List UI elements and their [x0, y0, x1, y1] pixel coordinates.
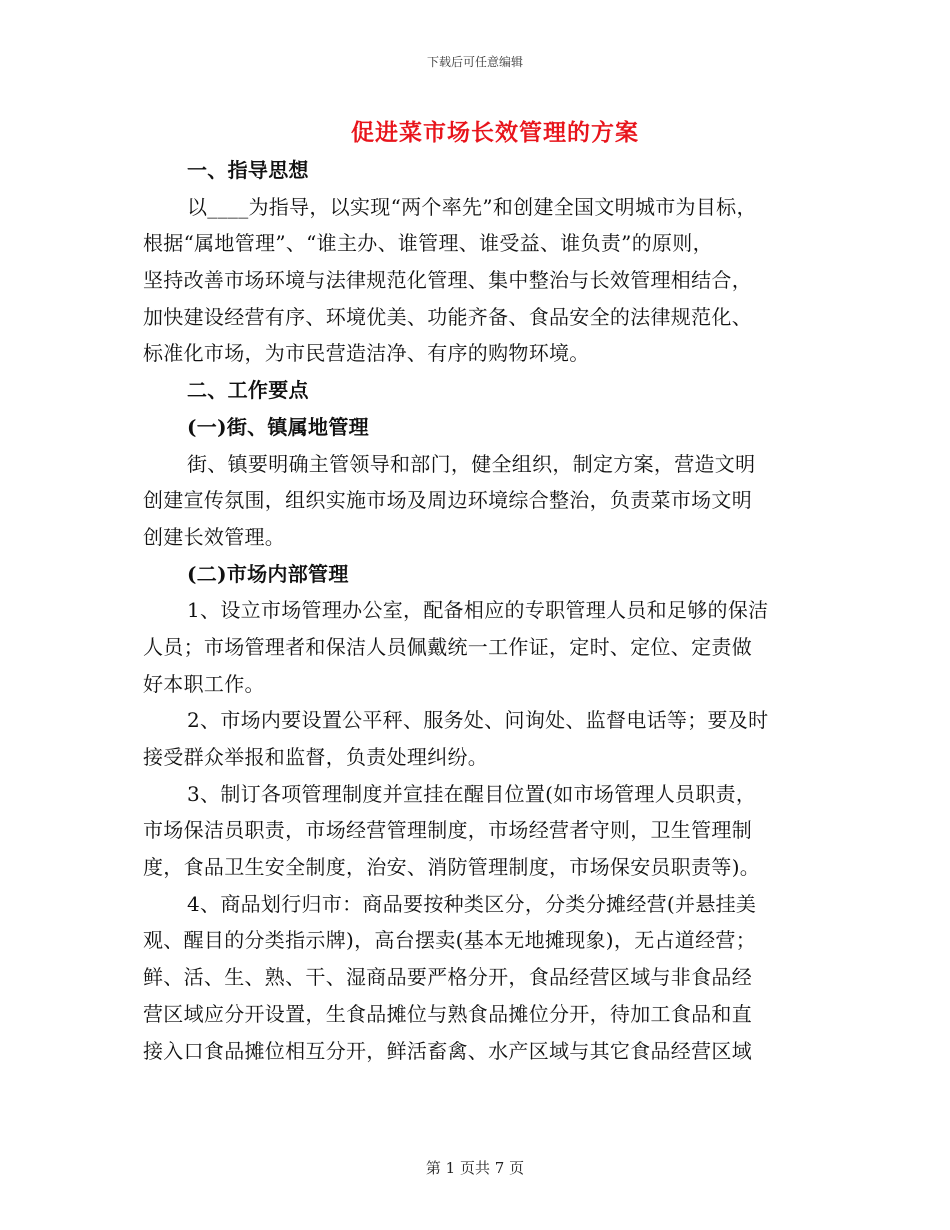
paragraph-line: 根据“属地管理”、“谁主办、谁管理、谁受益、谁负责”的原则， — [143, 231, 713, 256]
paragraph-line: 人员；市场管理者和保洁人员佩戴统一工作证，定时、定位、定责做 — [143, 634, 752, 659]
subsection-heading-internal-management: (二)市场内部管理 — [187, 561, 349, 586]
paragraph-line: 以____为指导，以实现“两个率先”和创建全国文明城市为目标， — [187, 194, 757, 219]
paragraph-line: 接受群众举报和监督，负责处理纠纷。 — [143, 745, 489, 769]
document-title: 促进菜市场长效管理的方案 — [351, 119, 639, 146]
paragraph-line: 坚持改善市场环境与法律规范化管理、集中整治与长效管理相结合， — [143, 268, 752, 293]
paragraph-line: 4、商品划行归市：商品要按种类区分，分类分摊经营(并悬挂美 — [187, 891, 757, 916]
paragraph-line: 接入口食品摊位相互分开，鲜活畜禽、水产区域与其它食品经营区域 — [143, 1038, 752, 1063]
paragraph-line: 度，食品卫生安全制度，治安、消防管理制度，市场保安员职责等)。 — [143, 855, 761, 880]
paragraph-line: 创建宣传氛围，组织实施市场及周边环境综合整治，负责菜市场文明 — [143, 488, 752, 513]
subsection-heading-local-management: (一)街、镇属地管理 — [187, 414, 369, 439]
paragraph-line: 1、设立市场管理办公室，配备相应的专职管理人员和足够的保洁 — [187, 598, 769, 623]
paragraph-line: 街、镇要明确主管领导和部门，健全组织，制定方案，营造文明 — [187, 451, 756, 476]
paragraph-line: 加快建设经营有序、环境优美、功能齐备、食品安全的法律规范化、 — [143, 304, 752, 329]
paragraph-line: 3、制订各项管理制度并宣挂在醒目位置(如市场管理人员职责， — [187, 781, 757, 806]
paragraph-line: 鲜、活、生、熟、干、湿商品要严格分开，食品经营区域与非食品经 — [143, 965, 752, 990]
paragraph-line: 2、市场内要设置公平秤、服务处、问询处、监督电话等；要及时 — [187, 708, 769, 733]
section-heading-work-points: 二、工作要点 — [187, 378, 309, 403]
section-heading-guiding-thought: 一、指导思想 — [187, 158, 309, 182]
paragraph-line: 好本职工作。 — [143, 671, 265, 696]
header-note: 下载后可任意编辑 — [426, 55, 523, 69]
paragraph-line: 营区域应分开设置，生食品摊位与熟食品摊位分开，待加工食品和直 — [143, 1001, 752, 1026]
document-body — [143, 152, 813, 1069]
paragraph-line: 创建长效管理。 — [143, 524, 286, 549]
paragraph-line: 市场保洁员职责，市场经营管理制度，市场经营者守则，卫生管理制 — [143, 818, 752, 843]
paragraph-line: 标准化市场，为市民营造洁净、有序的购物环境。 — [143, 341, 590, 366]
paragraph-line: 观、醒目的分类指示牌)，高台摆卖(基本无地摊现象)，无占道经营； — [143, 928, 757, 953]
page-number-footer: 第 1 页共 7 页 — [425, 1159, 525, 1177]
